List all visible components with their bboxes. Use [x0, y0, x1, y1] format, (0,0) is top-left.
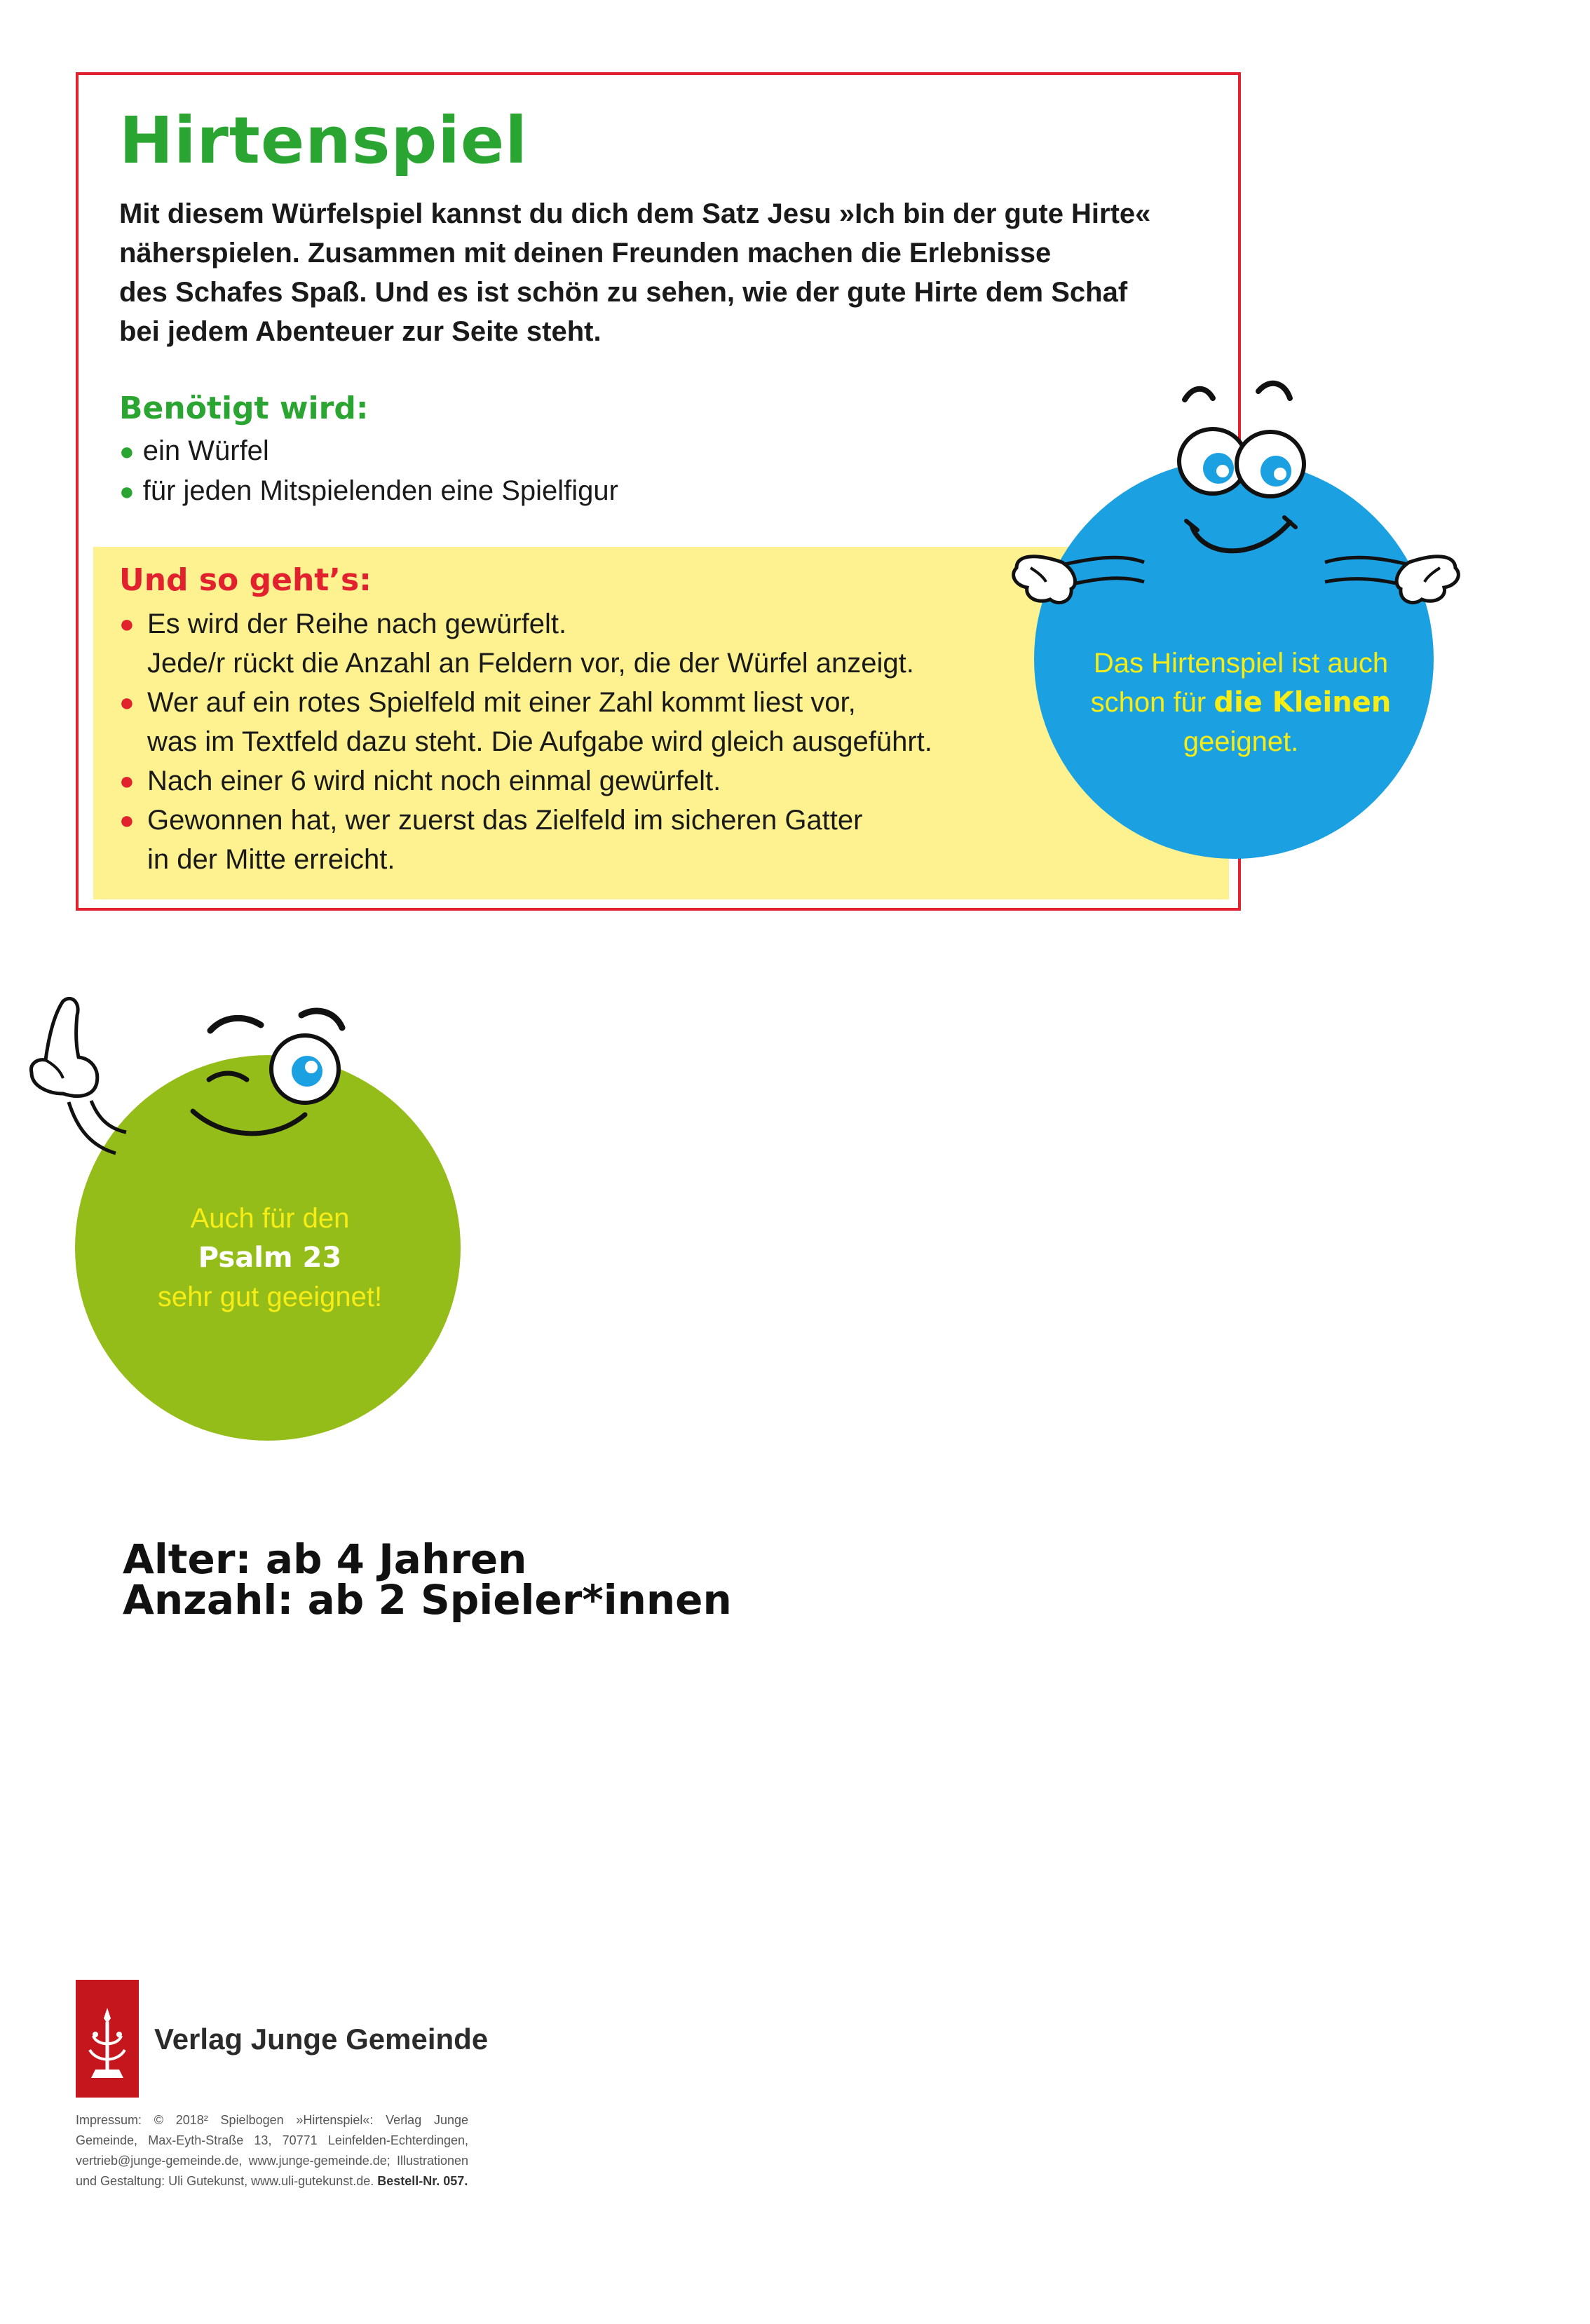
page-title: Hirtenspiel	[119, 103, 528, 178]
bubble-line: Das Hirtenspiel ist auch	[1093, 648, 1389, 679]
intro-line: bei jedem Abenteuer zur Seite steht.	[119, 316, 602, 347]
imprint-text: Impressum: © 2018² Spielbogen »Hirtenspiel«: Verlag Junge Gemeinde, Max-Eyth-Straße 13, 70771 Leinfelden-Echterdingen, vertrieb@junge-gemeinde.de, www.junge-gemeinde.de; Illustrationen und Gestaltung: Uli Gutekunst, www.uli-gutekunst.de.	[76, 2113, 468, 2188]
bullet-icon: ●	[119, 766, 135, 795]
needed-heading: Benötigt wird:	[119, 390, 369, 426]
needed-list	[119, 431, 618, 511]
bullet-icon: ●	[119, 437, 135, 466]
rule-line: Jede/r rückt die Anzahl an Feldern vor, die der Würfel anzeigt.	[147, 648, 914, 679]
intro-line: näherspielen. Zusammen mit deinen Freunden machen die Erlebnisse	[119, 238, 1052, 269]
bubble-line: Auch für den	[190, 1203, 350, 1234]
rule-line: Gewonnen hat, wer zuerst das Zielfeld im sicheren Gatter	[147, 805, 863, 836]
players-label: Anzahl: ab 2 Spieler*innen	[123, 1576, 732, 1624]
list-item	[119, 471, 618, 511]
bullet-icon: ●	[119, 477, 135, 505]
intro-text	[119, 194, 1213, 351]
bullet-icon: ●	[119, 609, 135, 638]
bubble-highlight: die Kleinen	[1214, 686, 1392, 719]
intro-line: des Schafes Spaß. Und es ist schön zu sehen, wie der gute Hirte dem Schaf	[119, 277, 1128, 308]
list-item	[119, 604, 932, 683]
rule-line: Nach einer 6 wird nicht noch einmal gewürfelt.	[147, 766, 721, 796]
blue-bubble-text	[1052, 644, 1430, 761]
rule-line: in der Mitte erreicht.	[147, 844, 395, 875]
bullet-icon: ●	[119, 688, 135, 716]
bubble-line	[1052, 683, 1430, 722]
game-meta	[123, 1535, 732, 1624]
imprint	[76, 2110, 468, 2192]
rules-heading: Und so geht’s:	[119, 562, 372, 598]
list-item	[119, 431, 618, 471]
publisher-logo-icon	[76, 1980, 139, 2098]
order-number: Bestell-Nr. 057.	[377, 2174, 468, 2188]
list-item	[119, 683, 932, 761]
age-label: Alter: ab 4 Jahren	[123, 1535, 527, 1583]
rule-line: was im Textfeld dazu steht. Die Aufgabe wird gleich ausgeführt.	[147, 726, 932, 757]
green-bubble-text	[77, 1199, 463, 1317]
bullet-icon: ●	[119, 806, 135, 834]
rules-list	[119, 604, 932, 879]
intro-line: Mit diesem Würfelspiel kannst du dich dem Satz Jesu »Ich bin der gute Hirte«	[119, 198, 1151, 229]
blue-mascot-icon	[960, 379, 1507, 869]
bubble-line: geeignet.	[1183, 726, 1299, 757]
list-item	[119, 801, 932, 879]
list-item	[119, 761, 932, 801]
bubble-highlight: Psalm 23	[198, 1242, 342, 1274]
rule-line: Wer auf ein rotes Spielfeld mit einer Zahl kommt liest vor,	[147, 687, 856, 718]
rule-line: Es wird der Reihe nach gewürfelt.	[147, 609, 567, 639]
bubble-line: sehr gut geeignet!	[157, 1282, 383, 1312]
bubble-line-part: schon für	[1090, 687, 1214, 718]
publisher-name: Verlag Junge Gemeinde	[154, 2023, 489, 2055]
needed-item-label: für jeden Mitspielenden eine Spielfigur	[142, 475, 618, 506]
needed-item-label: ein Würfel	[142, 435, 269, 466]
